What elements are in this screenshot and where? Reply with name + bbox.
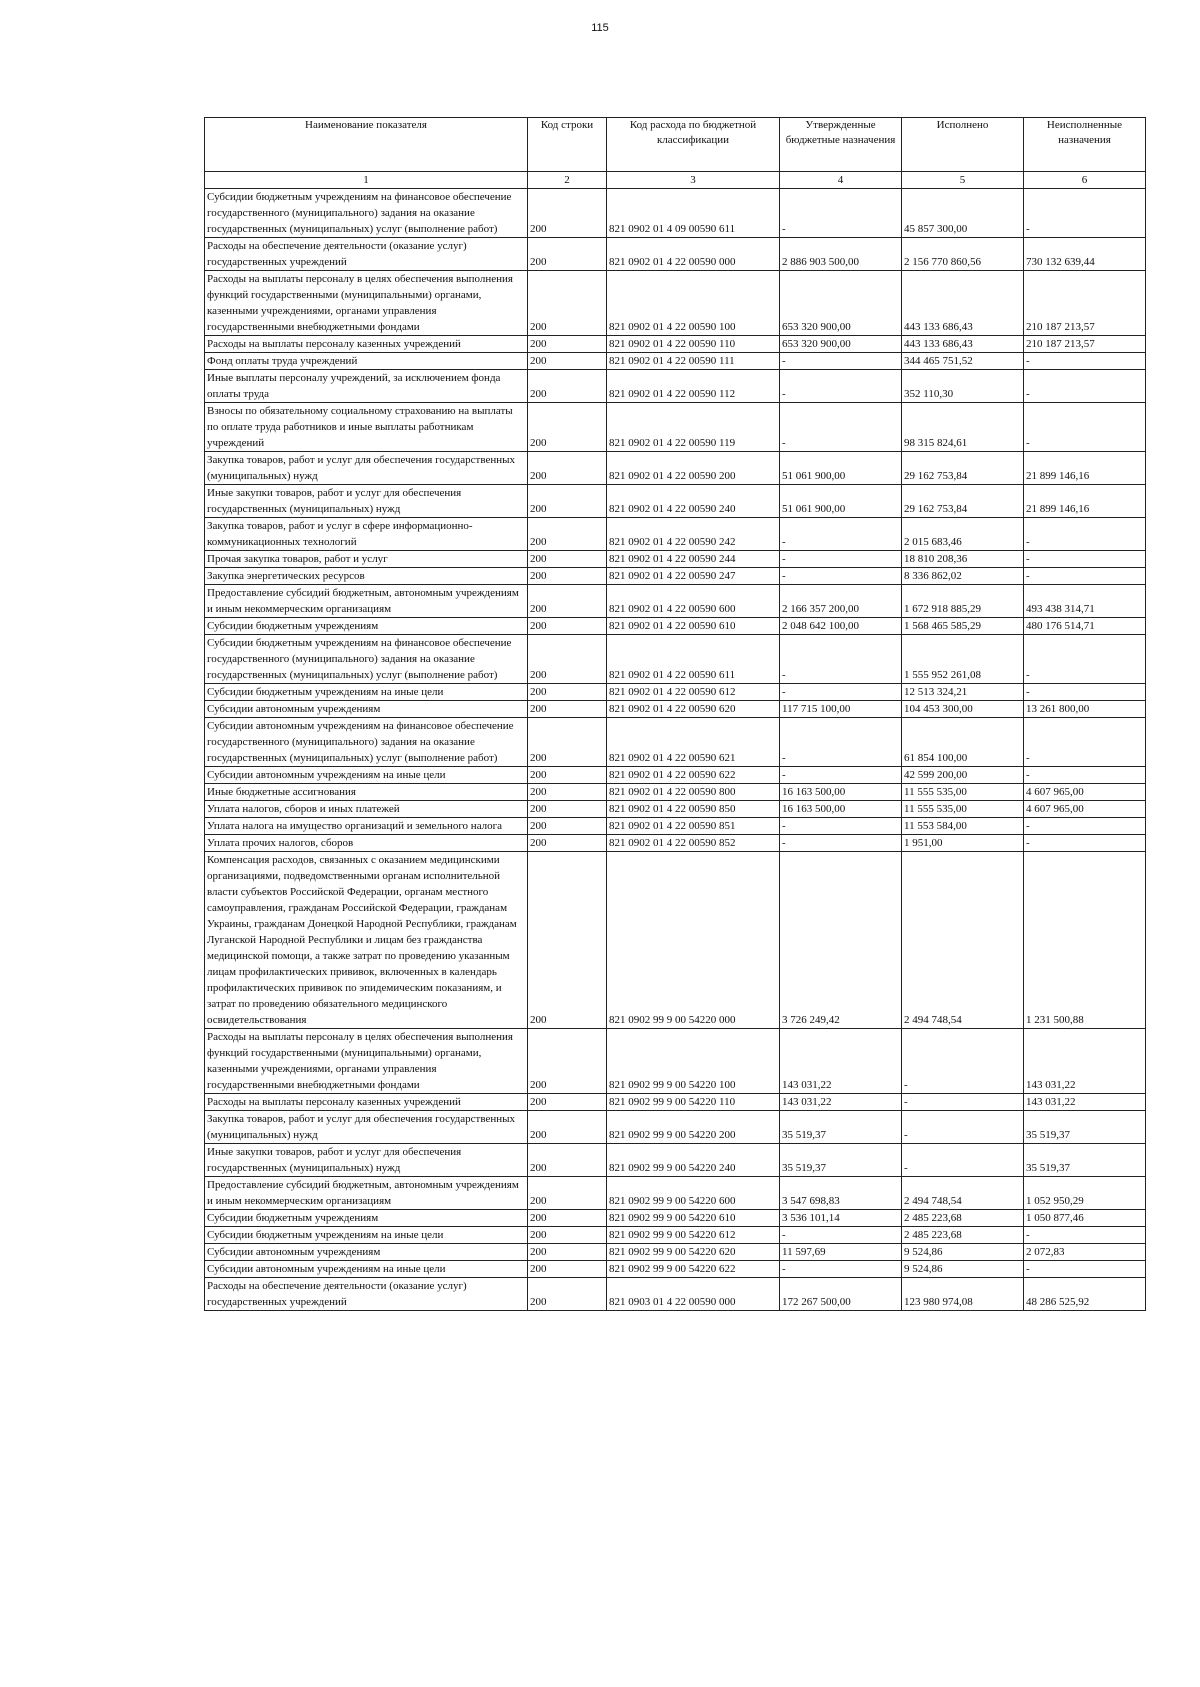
cell-line-code: 200 [528,271,607,336]
cell-unexecuted: 210 187 213,57 [1024,336,1146,353]
cell-approved: - [780,1227,902,1244]
header-executed: Исполнено [902,118,1024,172]
table-row [205,336,1146,353]
table-row [205,485,1146,518]
cell-approved: - [780,684,902,701]
cell-unexecuted: 143 031,22 [1024,1094,1146,1111]
cell-executed: 352 110,30 [902,370,1024,403]
cell-line-code: 200 [528,818,607,835]
cell-unexecuted: 1 231 500,88 [1024,852,1146,1029]
cell-indicator-name: Уплата прочих налогов, сборов [205,835,528,852]
cell-approved: - [780,568,902,585]
cell-unexecuted: 21 899 146,16 [1024,485,1146,518]
table-row [205,835,1146,852]
cell-executed: - [902,1094,1024,1111]
cell-line-code: 200 [528,784,607,801]
cell-line-code: 200 [528,835,607,852]
table-row [205,271,1146,336]
cell-approved: 143 031,22 [780,1029,902,1094]
cell-approved: - [780,835,902,852]
cell-approved: 16 163 500,00 [780,801,902,818]
cell-budget-code: 821 0902 01 4 22 00590 119 [607,403,780,452]
cell-unexecuted: - [1024,518,1146,551]
cell-line-code: 200 [528,585,607,618]
cell-budget-code: 821 0902 99 9 00 54220 622 [607,1261,780,1278]
cell-unexecuted: - [1024,818,1146,835]
cell-indicator-name: Взносы по обязательному социальному страхованию на выплаты по оплате труда работников и иные выплаты работникам учреждений [205,403,528,452]
cell-executed: - [902,1144,1024,1177]
page-number: 115 [591,22,609,34]
cell-approved: - [780,403,902,452]
table-row [205,1244,1146,1261]
cell-executed: 443 133 686,43 [902,336,1024,353]
cell-budget-code: 821 0902 01 4 22 00590 244 [607,551,780,568]
cell-executed: 443 133 686,43 [902,271,1024,336]
cell-approved: - [780,518,902,551]
table-row [205,618,1146,635]
cell-indicator-name: Прочая закупка товаров, работ и услуг [205,551,528,568]
column-number: 2 [528,172,607,189]
cell-indicator-name: Расходы на выплаты персоналу в целях обеспечения выполнения функций государственными (муниципальными) органами, казенными учреждениями, органами управления государственными внебюджетными фондами [205,271,528,336]
cell-line-code: 200 [528,618,607,635]
cell-unexecuted: 35 519,37 [1024,1111,1146,1144]
cell-line-code: 200 [528,635,607,684]
cell-line-code: 200 [528,353,607,370]
table-row [205,852,1146,1029]
cell-approved: - [780,353,902,370]
cell-budget-code: 821 0902 01 4 22 00590 612 [607,684,780,701]
table-row [205,568,1146,585]
cell-indicator-name: Расходы на выплаты персоналу казенных учреждений [205,1094,528,1111]
cell-unexecuted: 48 286 525,92 [1024,1278,1146,1311]
cell-line-code: 200 [528,1144,607,1177]
cell-executed: 2 485 223,68 [902,1227,1024,1244]
cell-unexecuted: - [1024,189,1146,238]
cell-indicator-name: Закупка товаров, работ и услуг в сфере информационно-коммуникационных технологий [205,518,528,551]
table-row [205,718,1146,767]
header-approved-appropriations: Утвержденные бюджетные назначения [780,118,902,172]
column-number: 6 [1024,172,1146,189]
cell-executed: - [902,1029,1024,1094]
cell-indicator-name: Субсидии автономным учреждениям [205,701,528,718]
table-row [205,784,1146,801]
table-row [205,1029,1146,1094]
cell-line-code: 200 [528,1029,607,1094]
cell-executed: 344 465 751,52 [902,353,1024,370]
cell-approved: 172 267 500,00 [780,1278,902,1311]
cell-approved: - [780,818,902,835]
cell-line-code: 200 [528,568,607,585]
table-row [205,238,1146,271]
cell-executed: 9 524,86 [902,1244,1024,1261]
cell-unexecuted: 1 050 877,46 [1024,1210,1146,1227]
cell-executed: 2 485 223,68 [902,1210,1024,1227]
column-number: 5 [902,172,1024,189]
cell-indicator-name: Субсидии автономным учреждениям [205,1244,528,1261]
cell-approved: - [780,1261,902,1278]
cell-indicator-name: Субсидии автономным учреждениям на иные цели [205,1261,528,1278]
cell-indicator-name: Субсидии бюджетным учреждениям на финансовое обеспечение государственного (муниципального) задания на оказание государственных (муниципальных) услуг (выполнение работ) [205,189,528,238]
cell-executed: 9 524,86 [902,1261,1024,1278]
cell-indicator-name: Расходы на выплаты персоналу казенных учреждений [205,336,528,353]
cell-unexecuted: 13 261 800,00 [1024,701,1146,718]
cell-line-code: 200 [528,1261,607,1278]
cell-executed: - [902,1111,1024,1144]
cell-line-code: 200 [528,485,607,518]
cell-indicator-name: Уплата налога на имущество организаций и земельного налога [205,818,528,835]
table-header [205,118,1146,189]
cell-budget-code: 821 0902 01 4 22 00590 851 [607,818,780,835]
cell-executed: 18 810 208,36 [902,551,1024,568]
expense-report-table [204,117,1146,1311]
cell-budget-code: 821 0902 01 4 22 00590 000 [607,238,780,271]
cell-approved: 3 536 101,14 [780,1210,902,1227]
cell-indicator-name: Субсидии автономным учреждениям на иные цели [205,767,528,784]
cell-budget-code: 821 0902 01 4 22 00590 110 [607,336,780,353]
cell-unexecuted: - [1024,718,1146,767]
cell-indicator-name: Субсидии бюджетным учреждениям [205,1210,528,1227]
table-row [205,684,1146,701]
cell-approved: 2 166 357 200,00 [780,585,902,618]
cell-approved: 51 061 900,00 [780,452,902,485]
cell-unexecuted: - [1024,684,1146,701]
cell-indicator-name: Иные закупки товаров, работ и услуг для обеспечения государственных (муниципальных) нужд [205,485,528,518]
table-row [205,1111,1146,1144]
cell-line-code: 200 [528,701,607,718]
cell-approved: - [780,635,902,684]
cell-indicator-name: Закупка энергетических ресурсов [205,568,528,585]
cell-line-code: 200 [528,1210,607,1227]
cell-unexecuted: 493 438 314,71 [1024,585,1146,618]
cell-line-code: 200 [528,238,607,271]
cell-approved: 51 061 900,00 [780,485,902,518]
cell-indicator-name: Иные бюджетные ассигнования [205,784,528,801]
cell-executed: 1 672 918 885,29 [902,585,1024,618]
cell-unexecuted: - [1024,635,1146,684]
cell-budget-code: 821 0902 01 4 22 00590 620 [607,701,780,718]
table-row [205,370,1146,403]
cell-budget-code: 821 0902 99 9 00 54220 620 [607,1244,780,1261]
cell-unexecuted: - [1024,551,1146,568]
cell-indicator-name: Расходы на выплаты персоналу в целях обеспечения выполнения функций государственными (муниципальными) органами, казенными учреждениями, органами управления государственными внебюджетными фондами [205,1029,528,1094]
cell-executed: 2 015 683,46 [902,518,1024,551]
cell-indicator-name: Субсидии бюджетным учреждениям [205,618,528,635]
cell-budget-code: 821 0902 01 4 22 00590 247 [607,568,780,585]
cell-indicator-name: Предоставление субсидий бюджетным, автономным учреждениям и иным некоммерческим организациям [205,1177,528,1210]
cell-unexecuted: 21 899 146,16 [1024,452,1146,485]
cell-budget-code: 821 0902 99 9 00 54220 240 [607,1144,780,1177]
header-indicator-name: Наименование показателя [205,118,528,172]
cell-indicator-name: Уплата налогов, сборов и иных платежей [205,801,528,818]
cell-executed: 29 162 753,84 [902,485,1024,518]
cell-approved: 3 547 698,83 [780,1177,902,1210]
cell-unexecuted: 143 031,22 [1024,1029,1146,1094]
cell-executed: 11 553 584,00 [902,818,1024,835]
cell-executed: 1 568 465 585,29 [902,618,1024,635]
cell-budget-code: 821 0902 01 4 22 00590 242 [607,518,780,551]
column-number: 3 [607,172,780,189]
cell-budget-code: 821 0902 01 4 09 00590 611 [607,189,780,238]
cell-budget-code: 821 0903 01 4 22 00590 000 [607,1278,780,1311]
cell-approved: - [780,767,902,784]
cell-line-code: 200 [528,852,607,1029]
table-row [205,767,1146,784]
table-row [205,189,1146,238]
cell-line-code: 200 [528,336,607,353]
cell-executed: 1 555 952 261,08 [902,635,1024,684]
cell-line-code: 200 [528,370,607,403]
cell-approved: 117 715 100,00 [780,701,902,718]
table-row [205,1261,1146,1278]
cell-line-code: 200 [528,684,607,701]
cell-unexecuted: - [1024,370,1146,403]
cell-executed: 2 494 748,54 [902,852,1024,1029]
cell-indicator-name: Фонд оплаты труда учреждений [205,353,528,370]
table-row [205,1144,1146,1177]
cell-unexecuted: - [1024,403,1146,452]
cell-unexecuted: 4 607 965,00 [1024,784,1146,801]
cell-indicator-name: Расходы на обеспечение деятельности (оказание услуг) государственных учреждений [205,1278,528,1311]
table-row [205,818,1146,835]
header-budget-classification-code: Код расхода по бюджетной классификации [607,118,780,172]
cell-line-code: 200 [528,189,607,238]
cell-executed: 2 156 770 860,56 [902,238,1024,271]
cell-unexecuted: 480 176 514,71 [1024,618,1146,635]
cell-budget-code: 821 0902 01 4 22 00590 100 [607,271,780,336]
cell-executed: 29 162 753,84 [902,452,1024,485]
cell-approved: - [780,718,902,767]
cell-budget-code: 821 0902 01 4 22 00590 850 [607,801,780,818]
cell-unexecuted: - [1024,1227,1146,1244]
table-row [205,585,1146,618]
cell-indicator-name: Закупка товаров, работ и услуг для обеспечения государственных (муниципальных) нужд [205,452,528,485]
cell-executed: 45 857 300,00 [902,189,1024,238]
cell-unexecuted: 4 607 965,00 [1024,801,1146,818]
cell-line-code: 200 [528,551,607,568]
cell-executed: 11 555 535,00 [902,801,1024,818]
cell-line-code: 200 [528,801,607,818]
cell-approved: 11 597,69 [780,1244,902,1261]
cell-budget-code: 821 0902 99 9 00 54220 612 [607,1227,780,1244]
cell-indicator-name: Иные закупки товаров, работ и услуг для обеспечения государственных (муниципальных) нужд [205,1144,528,1177]
cell-indicator-name: Иные выплаты персоналу учреждений, за исключением фонда оплаты труда [205,370,528,403]
cell-executed: 61 854 100,00 [902,718,1024,767]
cell-budget-code: 821 0902 01 4 22 00590 240 [607,485,780,518]
cell-approved: 35 519,37 [780,1144,902,1177]
table-row [205,518,1146,551]
cell-indicator-name: Субсидии бюджетным учреждениям на иные цели [205,1227,528,1244]
cell-approved: 3 726 249,42 [780,852,902,1029]
cell-executed: 2 494 748,54 [902,1177,1024,1210]
table-row [205,1227,1146,1244]
cell-approved: 653 320 900,00 [780,336,902,353]
cell-line-code: 200 [528,452,607,485]
cell-unexecuted: - [1024,1261,1146,1278]
cell-budget-code: 821 0902 99 9 00 54220 600 [607,1177,780,1210]
cell-executed: 8 336 862,02 [902,568,1024,585]
cell-approved: - [780,370,902,403]
cell-unexecuted: - [1024,767,1146,784]
cell-unexecuted: 2 072,83 [1024,1244,1146,1261]
cell-budget-code: 821 0902 01 4 22 00590 200 [607,452,780,485]
table-row [205,403,1146,452]
table-row [205,1210,1146,1227]
cell-budget-code: 821 0902 01 4 22 00590 611 [607,635,780,684]
table-row [205,701,1146,718]
cell-indicator-name: Расходы на обеспечение деятельности (оказание услуг) государственных учреждений [205,238,528,271]
table-row [205,801,1146,818]
column-number: 4 [780,172,902,189]
cell-executed: 123 980 974,08 [902,1278,1024,1311]
cell-line-code: 200 [528,1177,607,1210]
cell-line-code: 200 [528,718,607,767]
cell-unexecuted: 1 052 950,29 [1024,1177,1146,1210]
cell-budget-code: 821 0902 01 4 22 00590 621 [607,718,780,767]
cell-indicator-name: Субсидии бюджетным учреждениям на финансовое обеспечение государственного (муниципального) задания на оказание государственных (муниципальных) услуг (выполнение работ) [205,635,528,684]
cell-budget-code: 821 0902 01 4 22 00590 800 [607,784,780,801]
header-unexecuted-appropriations: Неисполненные назначения [1024,118,1146,172]
cell-approved: 2 048 642 100,00 [780,618,902,635]
cell-budget-code: 821 0902 01 4 22 00590 852 [607,835,780,852]
cell-approved: - [780,551,902,568]
cell-line-code: 200 [528,518,607,551]
cell-approved: - [780,189,902,238]
cell-line-code: 200 [528,403,607,452]
cell-line-code: 200 [528,1227,607,1244]
cell-executed: 42 599 200,00 [902,767,1024,784]
cell-executed: 11 555 535,00 [902,784,1024,801]
column-numbers-row [205,172,1146,189]
header-row [205,118,1146,172]
cell-approved: 143 031,22 [780,1094,902,1111]
cell-approved: 2 886 903 500,00 [780,238,902,271]
cell-executed: 104 453 300,00 [902,701,1024,718]
cell-budget-code: 821 0902 01 4 22 00590 111 [607,353,780,370]
table-body [205,189,1146,1311]
cell-line-code: 200 [528,1244,607,1261]
cell-executed: 1 951,00 [902,835,1024,852]
cell-unexecuted: 730 132 639,44 [1024,238,1146,271]
cell-unexecuted: - [1024,835,1146,852]
cell-unexecuted: 35 519,37 [1024,1144,1146,1177]
cell-line-code: 200 [528,1278,607,1311]
column-number: 1 [205,172,528,189]
cell-budget-code: 821 0902 99 9 00 54220 200 [607,1111,780,1144]
cell-budget-code: 821 0902 01 4 22 00590 610 [607,618,780,635]
table-row [205,551,1146,568]
cell-budget-code: 821 0902 01 4 22 00590 600 [607,585,780,618]
cell-indicator-name: Субсидии автономным учреждениям на финансовое обеспечение государственного (муниципального) задания на оказание государственных (муниципальных) услуг (выполнение работ) [205,718,528,767]
cell-line-code: 200 [528,1094,607,1111]
cell-indicator-name: Закупка товаров, работ и услуг для обеспечения государственных (муниципальных) нужд [205,1111,528,1144]
cell-indicator-name: Предоставление субсидий бюджетным, автономным учреждениям и иным некоммерческим организациям [205,585,528,618]
cell-budget-code: 821 0902 99 9 00 54220 100 [607,1029,780,1094]
table-row [205,1094,1146,1111]
cell-approved: 35 519,37 [780,1111,902,1144]
cell-budget-code: 821 0902 01 4 22 00590 622 [607,767,780,784]
cell-unexecuted: - [1024,568,1146,585]
cell-executed: 12 513 324,21 [902,684,1024,701]
header-line-code: Код строки [528,118,607,172]
cell-budget-code: 821 0902 01 4 22 00590 112 [607,370,780,403]
cell-budget-code: 821 0902 99 9 00 54220 110 [607,1094,780,1111]
cell-budget-code: 821 0902 99 9 00 54220 000 [607,852,780,1029]
table-row [205,635,1146,684]
table-row [205,1278,1146,1311]
cell-approved: 653 320 900,00 [780,271,902,336]
cell-line-code: 200 [528,1111,607,1144]
cell-executed: 98 315 824,61 [902,403,1024,452]
table-row [205,353,1146,370]
cell-unexecuted: 210 187 213,57 [1024,271,1146,336]
cell-budget-code: 821 0902 99 9 00 54220 610 [607,1210,780,1227]
cell-unexecuted: - [1024,353,1146,370]
cell-approved: 16 163 500,00 [780,784,902,801]
table-row [205,452,1146,485]
table-row [205,1177,1146,1210]
cell-line-code: 200 [528,767,607,784]
cell-indicator-name: Компенсация расходов, связанных с оказанием медицинскими организациями, подведомственными органам исполнительной власти субъектов Российской Федерации, органам местного самоуправления, гражданам Российской Федерации, гражданам Украины, гражданам Донецкой Народной Республики, гражданам Луганской Народной Республики и лицам без гражданства медицинской помощи, а также затрат по проведению указанным лицам профилактических прививок, включенных в календарь профилактических прививок по эпидемическим показаниям, и затрат по проведению обязательного медицинского освидетельствования [205,852,528,1029]
cell-indicator-name: Субсидии бюджетным учреждениям на иные цели [205,684,528,701]
